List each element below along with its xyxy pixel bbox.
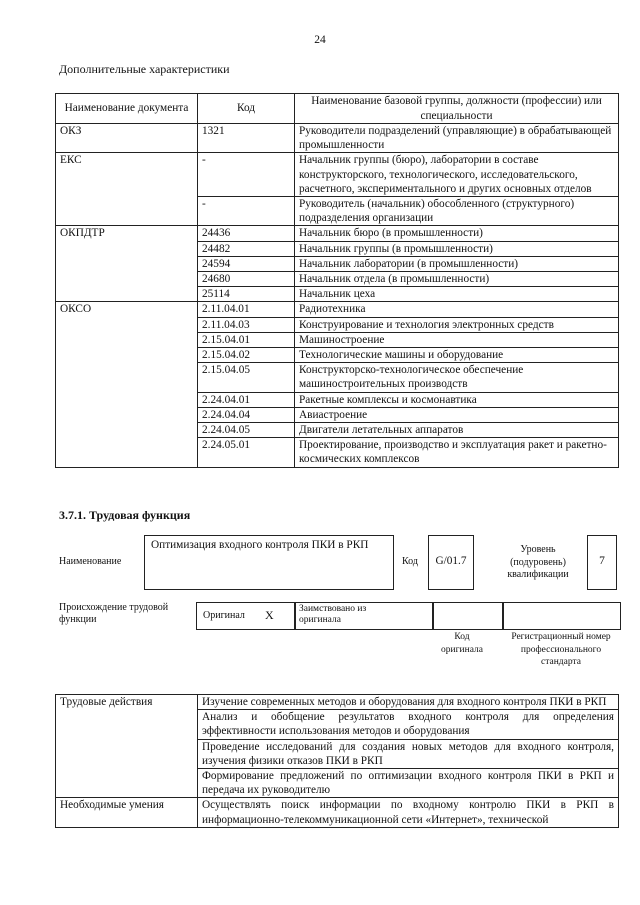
table-row [56,302,619,317]
characteristics-table [55,93,619,468]
document-name-cell [56,438,198,467]
document-name-cell [56,407,198,422]
table-row [56,363,619,392]
code-cell: 2.15.04.02 [198,348,295,363]
code-cell: 2.11.04.03 [198,317,295,332]
function-code-value: G/01.7 [435,555,467,567]
group-name-cell: Начальник бюро (в промышленности) [295,226,619,241]
group-name-cell: Начальник отдела (в промышленности) [295,272,619,287]
code-cell: 24680 [198,272,295,287]
origin-label: Происхождение трудовой функции [59,602,169,625]
code-cell: 2.24.05.01 [198,438,295,467]
header-group-name: Наименование базовой группы, должности (профессии) или специальности [295,94,619,124]
code-cell: 2.24.04.05 [198,423,295,438]
function-name-value: Оптимизация входного контроля ПКИ в РКП [151,539,369,551]
document-name-cell: ОКСО [56,302,198,317]
document-name-cell [56,392,198,407]
group-name-cell: Руководитель (начальник) обособленного (структурного) подразделения организации [295,197,619,226]
group-name-cell: Машиностроение [295,332,619,347]
document-name-cell [56,332,198,347]
borrowed-label: Заимствовано из оригинала [299,604,367,625]
origin-original-cell [196,602,296,630]
code-cell: 2.15.04.01 [198,332,295,347]
code-cell: 2.11.04.01 [198,302,295,317]
code-cell: 24482 [198,241,295,256]
document-name-cell [56,287,198,302]
group-name-cell: Начальник лаборатории (в промышленности) [295,256,619,271]
document-name-cell [56,241,198,256]
code-label: Код [402,556,418,567]
code-cell: 2.15.04.05 [198,363,295,392]
document-name-cell [56,256,198,271]
code-original-caption: Код оригинала [441,632,483,655]
required-skill-item: Осуществлять поиск информации по входному контролю ПКИ в РКП в информационно-телекоммуникационной сети «Интернет», технической [198,798,619,827]
group-name-cell: Авиастроение [295,407,619,422]
original-mark: X [265,608,274,622]
header-code: Код [198,94,295,124]
table-row [56,332,619,347]
table-header-row [56,94,619,124]
origin-borrowed-cell [294,602,434,630]
table-row [56,739,619,768]
document-name-cell [56,348,198,363]
required-skill-label-cell: Необходимые умения [56,798,198,827]
origin-code-cell [432,602,504,630]
origin-reg-cell [502,602,621,630]
document-name-cell [56,272,198,287]
group-name-cell: Радиотехника [295,302,619,317]
function-name-box [144,535,394,590]
table-row [56,287,619,302]
table-row [56,197,619,226]
group-name-cell: Начальник группы (бюро), лаборатории в составе конструкторского, технологического, исследовательского, расчетного, экспериментального и других основных отделов [295,153,619,197]
document-name-cell [56,197,198,226]
labor-action-item: Изучение современных методов и оборудования для входного контроля ПКИ в РКП [198,695,619,710]
group-name-cell: Двигатели летательных аппаратов [295,423,619,438]
table-row [56,392,619,407]
table-row [56,769,619,798]
labor-action-label-cell [56,769,198,798]
document-name-cell [56,317,198,332]
document-name-cell: ЕКС [56,153,198,197]
table-row [56,153,619,197]
table-row [56,226,619,241]
code-cell: 2.24.04.04 [198,407,295,422]
section-title: Дополнительные характеристики [59,62,230,76]
labor-action-item: Анализ и обобщение результатов входного контроля для определения эффективности использования методов и оборудования [198,710,619,739]
original-label: Оригинал [203,610,245,621]
table-row [56,348,619,363]
document-name-cell: ОКЗ [56,124,198,153]
header-document: Наименование документа [56,94,198,124]
level-box [587,535,617,590]
function-heading: 3.7.1. Трудовая функция [59,508,191,522]
group-name-cell: Руководители подразделений (управляющие) в обрабатывающей промышленности [295,124,619,153]
table-row [56,798,619,827]
group-name-cell: Технологические машины и оборудование [295,348,619,363]
group-name-cell: Начальник цеха [295,287,619,302]
group-name-cell: Проектирование, производство и эксплуатация ракет и ракетно-космических комплексов [295,438,619,467]
labor-action-item: Формирование предложений по оптимизации входного контроля ПКИ в РКП и передача их руководителю [198,769,619,798]
labor-action-item: Проведение исследований для создания новых методов для входного контроля, изучения физики отказов ПКИ в РКП [198,739,619,768]
table-row [56,256,619,271]
code-cell: - [198,153,295,197]
document-name-cell: ОКПДТР [56,226,198,241]
table-row [56,423,619,438]
activities-table [55,694,619,828]
document-name-cell [56,423,198,438]
labor-action-label-cell [56,739,198,768]
code-cell: 1321 [198,124,295,153]
code-cell: 25114 [198,287,295,302]
code-cell: 24594 [198,256,295,271]
group-name-cell: Конструирование и технология электронных средств [295,317,619,332]
name-label: Наименование [59,556,122,567]
group-name-cell: Ракетные комплексы и космонавтика [295,392,619,407]
table-row [56,272,619,287]
labor-action-label-cell: Трудовые действия [56,695,198,710]
document-name-cell [56,363,198,392]
table-row [56,124,619,153]
page-number: 24 [314,34,326,46]
table-row [56,241,619,256]
reg-number-caption: Регистрационный номер профессионального стандарта [511,632,611,667]
code-cell: 24436 [198,226,295,241]
table-row [56,317,619,332]
code-cell: 2.24.04.01 [198,392,295,407]
table-row [56,438,619,467]
table-row [56,710,619,739]
group-name-cell: Конструкторско-технологическое обеспечение машиностроительных производств [295,363,619,392]
function-code-box [428,535,474,590]
level-value: 7 [599,555,605,567]
group-name-cell: Начальник группы (в промышленности) [295,241,619,256]
code-cell: - [198,197,295,226]
labor-action-label-cell [56,710,198,739]
level-label: Уровень (подуровень) квалификации [507,544,569,580]
table-row [56,695,619,710]
table-row [56,407,619,422]
